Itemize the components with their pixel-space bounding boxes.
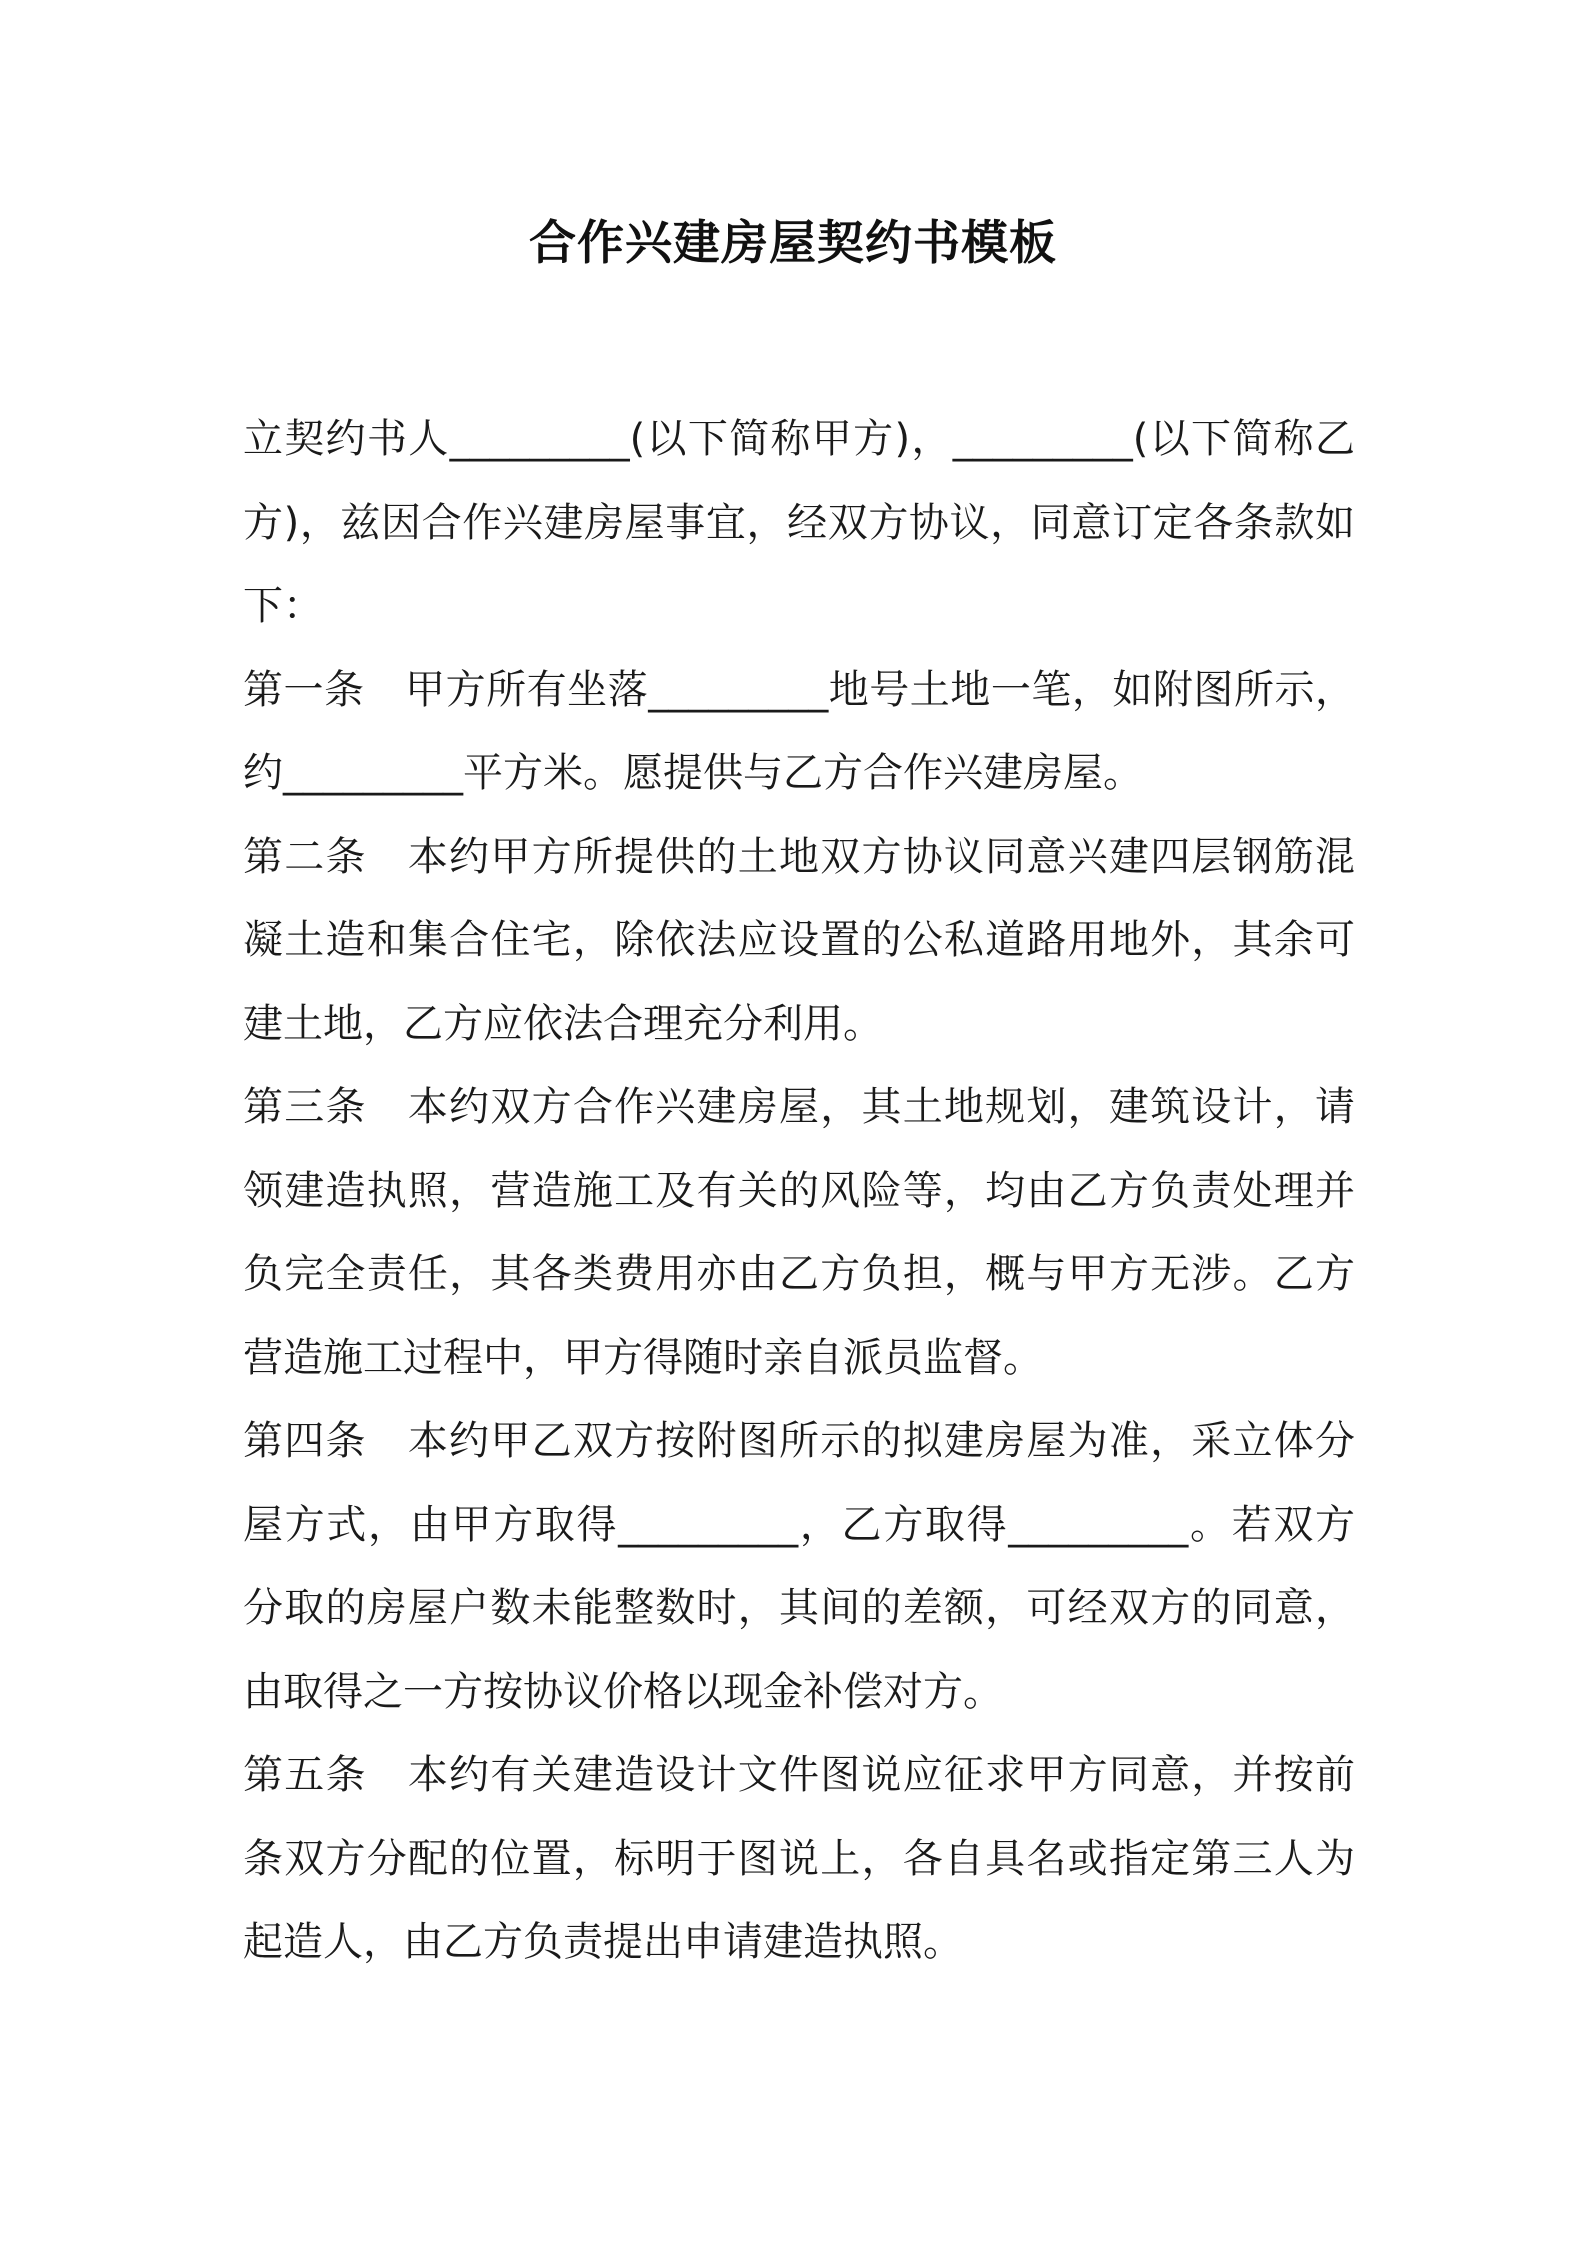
article-2-paragraph: 第二条 本约甲方所提供的土地双方协议同意兴建四层钢筋混凝土造和集合住宅，除依法应设置的公私道路用地外，其余可建土地，乙方应依法合理充分利用。 [243, 833, 1355, 1047]
article-3-paragraph: 第三条 本约双方合作兴建房屋，其土地规划，建筑设计，请领建造执照，营造施工及有关的风险等，均由乙方负责处理并负完全责任，其各类费用亦由乙方负担，概与甲方无涉。乙方营造施工过程中，甲方得随时亲自派员监督。 [243, 1084, 1355, 1381]
document-body [243, 398, 1355, 1985]
document-title: 合作兴建房屋契约书模板 [529, 216, 1057, 271]
article-4-paragraph: 第四条 本约甲乙双方按附图所示的拟建房屋为准，采立体分屋方式，由甲方取得_________，乙方取得_________。若双方分取的房屋户数未能整数时，其间的差额，可经双方的同意，由取得之一方按协议价格以现金补偿对方。 [243, 1418, 1355, 1715]
preamble-paragraph: 立契约书人_________(以下简称甲方)，_________(以下简称乙方)，兹因合作兴建房屋事宜，经双方协议，同意订定各条款如下： [243, 416, 1355, 629]
article-1-paragraph: 第一条 甲方所有坐落_________地号土地一笔，如附图所示，约_________平方米。愿提供与乙方合作兴建房屋。 [243, 666, 1355, 796]
article-5-paragraph: 第五条 本约有关建造设计文件图说应征求甲方同意，并按前条双方分配的位置，标明于图说上，各自具名或指定第三人为起造人，由乙方负责提出申请建造执照。 [243, 1752, 1355, 1965]
